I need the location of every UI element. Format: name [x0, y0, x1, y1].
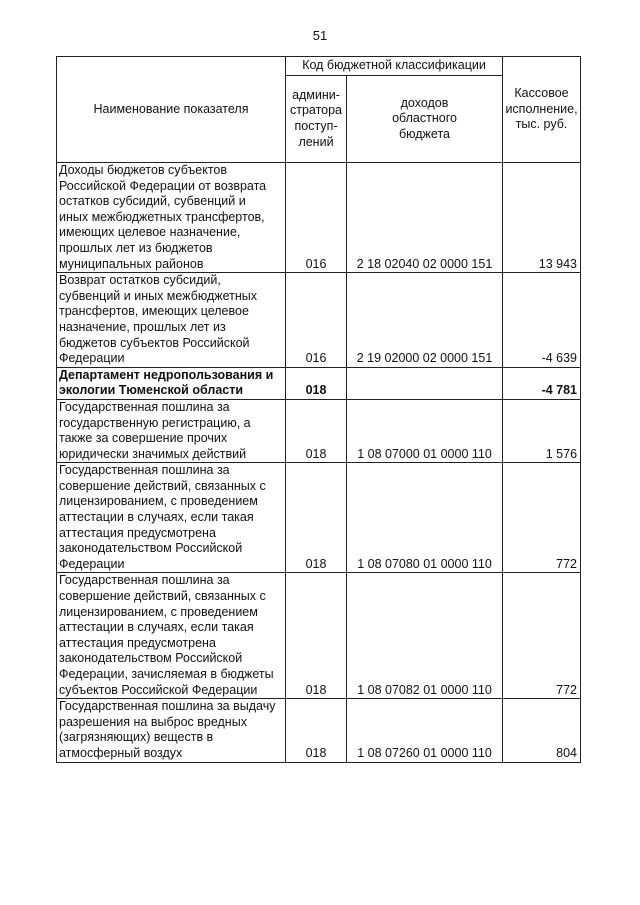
- row-name-cell: Департамент недропользования и экологии Тюменской области: [57, 367, 286, 399]
- table-row: [57, 273, 581, 368]
- row-admin-code-cell: 016: [286, 273, 347, 368]
- row-amount-cell: -4 639: [503, 273, 581, 368]
- table-body: [57, 163, 581, 763]
- header-classification-group: Код бюджетной классификации: [286, 57, 503, 76]
- header-amount-column: Кассовое исполнение, тыс. руб.: [503, 57, 581, 163]
- table-row: [57, 573, 581, 699]
- row-admin-code-cell: 016: [286, 163, 347, 273]
- row-income-code-cell: 1 08 07080 01 0000 110: [347, 463, 503, 573]
- row-name-cell: Государственная пошлина за совершение действий, связанных с лицензированием, с проведением аттестации в случаях, если такая аттестация предусмотрена законодательством Российской Федерации, зачисляемая в бюджеты субъектов Российской Федерации: [57, 573, 286, 699]
- header-name-column: Наименование показателя: [57, 57, 286, 163]
- row-income-code-cell: 2 18 02040 02 0000 151: [347, 163, 503, 273]
- table-row: [57, 463, 581, 573]
- row-name-cell: Доходы бюджетов субъектов Российской Федерации от возврата остатков субсидий, субвенций и иных межбюджетных трансфертов, имеющих целевое назначение, прошлых лет из бюджетов муниципальных районов: [57, 163, 286, 273]
- header-admin-column: админи- стратора поступ- лений: [286, 76, 347, 163]
- row-amount-cell: 804: [503, 699, 581, 762]
- row-income-code-cell: 1 08 07000 01 0000 110: [347, 399, 503, 462]
- table-row: [57, 367, 581, 399]
- row-amount-cell: 772: [503, 573, 581, 699]
- row-amount-cell: 13 943: [503, 163, 581, 273]
- table-row: [57, 163, 581, 273]
- row-income-code-cell: [347, 367, 503, 399]
- row-amount-cell: 772: [503, 463, 581, 573]
- row-admin-code-cell: 018: [286, 399, 347, 462]
- table-row: [57, 699, 581, 762]
- row-name-cell: Возврат остатков субсидий, субвенций и иных межбюджетных трансфертов, имеющих целевое назначение, прошлых лет из бюджетов субъектов Российской Федерации: [57, 273, 286, 368]
- row-amount-cell: 1 576: [503, 399, 581, 462]
- row-income-code-cell: 1 08 07260 01 0000 110: [347, 699, 503, 762]
- row-name-cell: Государственная пошлина за выдачу разрешения на выброс вредных (загрязняющих) веществ в атмосферный воздух: [57, 699, 286, 762]
- row-admin-code-cell: 018: [286, 463, 347, 573]
- row-amount-cell: -4 781: [503, 367, 581, 399]
- row-income-code-cell: 1 08 07082 01 0000 110: [347, 573, 503, 699]
- row-admin-code-cell: 018: [286, 367, 347, 399]
- header-income-column: доходов областного бюджета: [347, 76, 503, 163]
- row-admin-code-cell: 018: [286, 573, 347, 699]
- budget-table: [56, 56, 581, 763]
- page-number: 51: [312, 28, 328, 43]
- table-row: [57, 399, 581, 462]
- row-admin-code-cell: 018: [286, 699, 347, 762]
- row-name-cell: Государственная пошлина за совершение действий, связанных с лицензированием, с проведением аттестации в случаях, если такая аттестация предусмотрена законодательством Российской Федерации: [57, 463, 286, 573]
- row-income-code-cell: 2 19 02000 02 0000 151: [347, 273, 503, 368]
- row-name-cell: Государственная пошлина за государственную регистрацию, а также за совершение прочих юридически значимых действий: [57, 399, 286, 462]
- table-header: [57, 57, 581, 163]
